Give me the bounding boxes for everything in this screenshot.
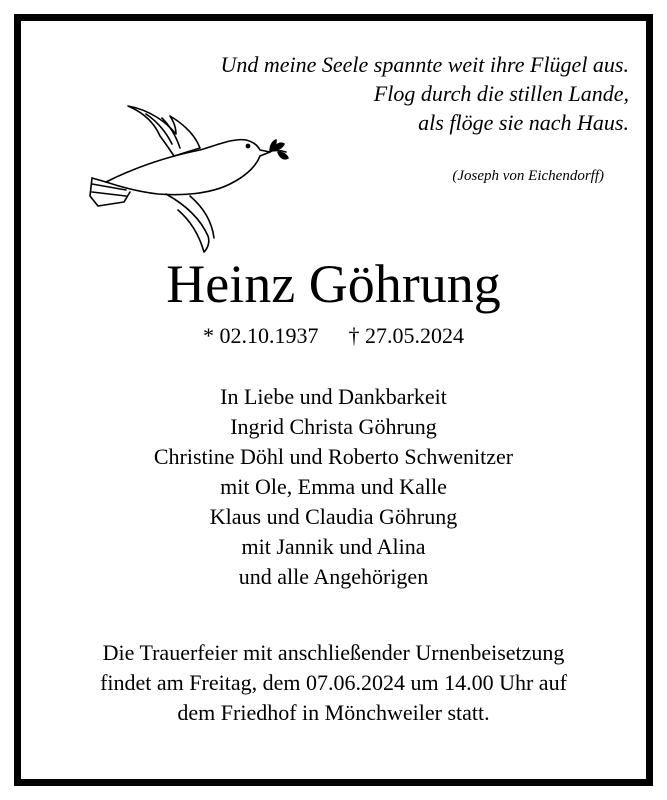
family-line: mit Jannik und Alina <box>241 534 426 559</box>
ceremony-line: findet am Freitag, dem 07.06.2024 um 14.00 Uhr auf <box>100 670 567 695</box>
deceased-name: Heinz Göhrung <box>166 254 501 314</box>
family-line: und alle Angehörigen <box>238 564 429 589</box>
life-dates <box>0 323 667 349</box>
poem-line: als flöge sie nach Haus. <box>418 110 629 135</box>
poem <box>220 50 629 137</box>
family-line: Christine Döhl und Roberto Schwenitzer <box>153 444 514 469</box>
birth-date: * 02.10.1937 <box>203 323 319 348</box>
family-line: Ingrid Christa Göhrung <box>230 414 437 439</box>
family-line: In Liebe und Dankbarkeit <box>220 384 447 409</box>
family-line: Klaus und Claudia Göhrung <box>209 504 458 529</box>
poem-line: Flog durch die stillen Lande, <box>373 81 629 106</box>
death-date: † 27.05.2024 <box>348 323 464 348</box>
ceremony-line: Die Trauerfeier mit anschließender Urnenbeisetzung <box>102 640 565 665</box>
family-list <box>0 382 667 592</box>
ceremony-line: dem Friedhof in Mönchweiler statt. <box>177 700 490 725</box>
poem-author: (Joseph von Eichendorff) <box>452 168 604 184</box>
poem-line: Und meine Seele spannte weit ihre Flügel aus. <box>220 52 629 77</box>
ceremony-notice <box>0 638 667 728</box>
family-line: mit Ole, Emma und Kalle <box>220 474 447 499</box>
